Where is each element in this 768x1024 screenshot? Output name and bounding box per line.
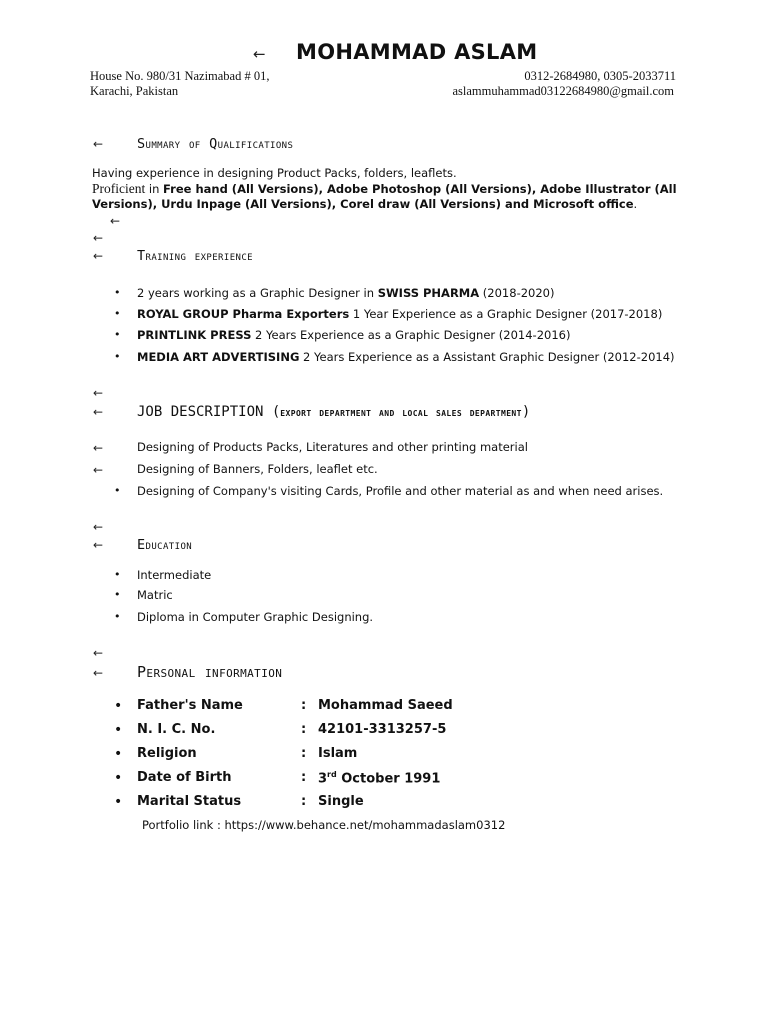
bullet: •: [114, 286, 121, 299]
personal-value: 42101-3313257-5: [318, 722, 447, 737]
education-item: Diploma in Computer Graphic Designing.: [137, 610, 374, 624]
personal-value: Single: [318, 794, 364, 809]
personal-label: N. I. C. No.: [137, 722, 216, 737]
empty-arrow: ←: [93, 231, 104, 245]
empty-arrow: ←: [110, 214, 121, 228]
job-arrow: ←: [93, 463, 104, 477]
training-item: ROYAL GROUP Pharma Exporters 1 Year Experience as a Graphic Designer (2017-2018): [137, 307, 663, 321]
section-arrow: ←: [93, 249, 104, 263]
education-item: Intermediate: [137, 568, 212, 582]
job-item: Designing of Products Packs, Literatures and other printing material: [137, 440, 528, 454]
personal-label: Father's Name: [137, 698, 243, 713]
training-title: Training experience: [137, 248, 253, 264]
personal-title: Personal information: [137, 663, 283, 681]
proficient-tools: Free hand (All Versions), Adobe Photoshop (All Versions), Adobe Illustrator (All: [163, 182, 677, 196]
header-arrow: ←: [253, 45, 266, 63]
personal-value: Mohammad Saeed: [318, 698, 453, 713]
personal-value: 3rd October 1991: [318, 770, 441, 787]
email-address: aslammuhammad03122684980@gmail.com: [452, 84, 674, 98]
section-arrow: ←: [93, 137, 104, 151]
colon: :: [301, 722, 307, 737]
section-arrow: ←: [93, 405, 104, 419]
bullet: •: [114, 588, 121, 601]
address-line2: Karachi, Pakistan: [90, 84, 179, 98]
bullet: •: [114, 770, 123, 786]
proficient-tools-2: Versions), Urdu Inpage (All Versions), Corel draw (All Versions) and Microsoft office: [92, 197, 634, 211]
colon: :: [301, 770, 307, 785]
colon: :: [301, 746, 307, 761]
proficient-word: Proficient: [92, 181, 146, 196]
bullet: •: [114, 484, 121, 497]
summary-proficient-cont: [92, 197, 637, 211]
resume-name: MOHAMMAD ASLAM: [296, 40, 538, 64]
job-item: Designing of Company's visiting Cards, Profile and other material as and when need arises.: [137, 484, 664, 498]
bullet: •: [114, 328, 121, 341]
training-item: PRINTLINK PRESS 2 Years Experience as a Graphic Designer (2014-2016): [137, 328, 571, 342]
education-title: Education: [137, 537, 193, 553]
personal-label: Date of Birth: [137, 770, 232, 785]
summary-line1: Having experience in designing Product Packs, folders, leaflets.: [92, 166, 457, 180]
job-title: JOB DESCRIPTION (export department and local sales department): [137, 404, 531, 420]
colon: :: [301, 698, 307, 713]
empty-arrow: ←: [93, 646, 104, 660]
empty-arrow: ←: [93, 520, 104, 534]
section-arrow: ←: [93, 666, 104, 680]
bullet: •: [114, 722, 123, 738]
personal-value: Islam: [318, 746, 358, 761]
education-item: Matric: [137, 588, 173, 602]
summary-proficient: [92, 181, 677, 197]
personal-label: Marital Status: [137, 794, 242, 809]
summary-title: Summary of Qualifications: [137, 136, 294, 152]
training-item: 2 years working as a Graphic Designer in SWISS PHARMA (2018-2020): [137, 286, 555, 300]
section-arrow: ←: [93, 538, 104, 552]
bullet: •: [114, 307, 121, 320]
training-item: MEDIA ART ADVERTISING 2 Years Experience as a Assistant Graphic Designer (2012-2014): [137, 350, 675, 364]
job-item: Designing of Banners, Folders, leaflet etc.: [137, 462, 378, 476]
bullet: •: [114, 698, 123, 714]
phone-numbers: 0312-2684980, 0305-2033711: [524, 69, 676, 83]
empty-arrow: ←: [93, 386, 104, 400]
job-arrow: ←: [93, 441, 104, 455]
personal-label: Religion: [137, 746, 197, 761]
bullet: •: [114, 568, 121, 581]
bullet: •: [114, 746, 123, 762]
address-line1: House No. 980/31 Nazimabad # 01,: [90, 69, 270, 83]
proficient-in: in: [145, 182, 164, 196]
bullet: •: [114, 350, 121, 363]
colon: :: [301, 794, 307, 809]
bullet: •: [114, 610, 121, 623]
bullet: •: [114, 794, 123, 810]
proficient-end: .: [633, 197, 638, 211]
portfolio-link[interactable]: Portfolio link : https://www.behance.net/mohammadaslam0312: [142, 818, 506, 832]
